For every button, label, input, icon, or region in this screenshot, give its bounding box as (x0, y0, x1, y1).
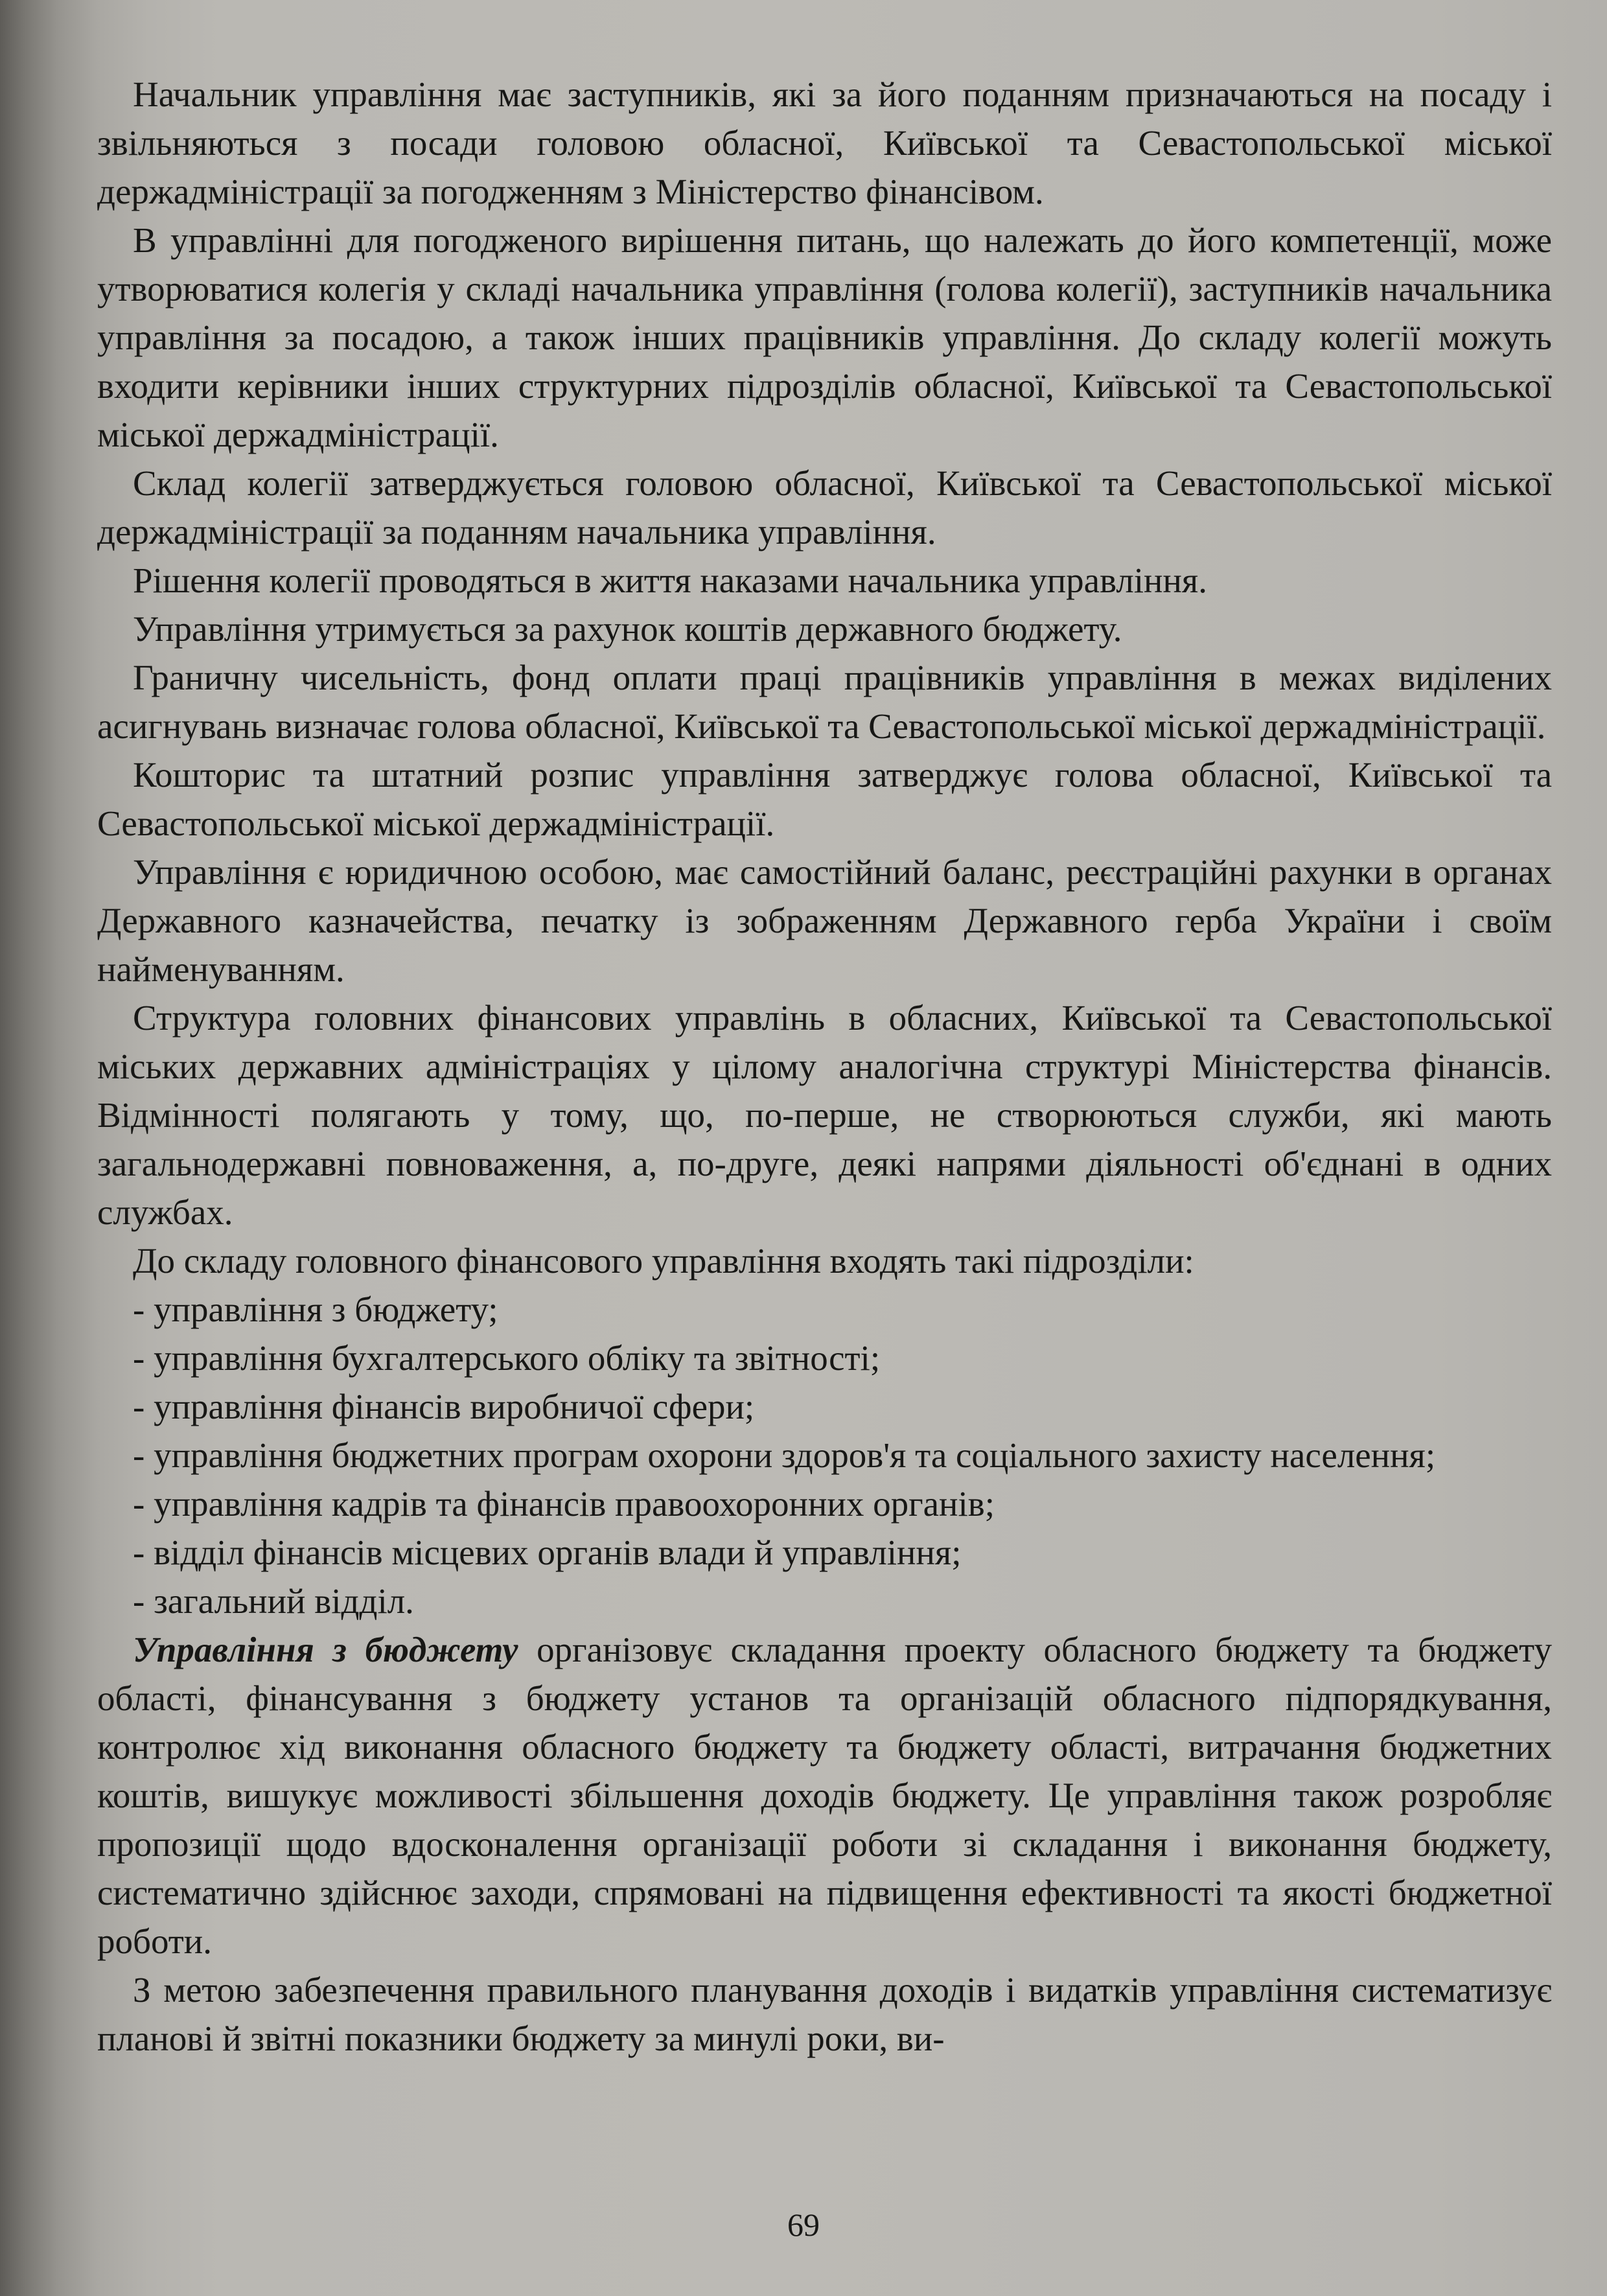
list-item: - відділ фінансів місцевих органів влади й управління; (133, 1533, 962, 1572)
paragraph-planning: З метою забезпечення правильного планування доходів і видатків управління систематизує планові й звітні показники бюджету за минулі роки, ви- (97, 1970, 1552, 2058)
budget-department-heading: Управління з бюджету (133, 1630, 518, 1669)
list-item: - управління бюджетних програм охорони здоров'я та соціального захисту населення; (133, 1435, 1436, 1475)
page-number: 69 (787, 2207, 820, 2243)
page-body (97, 70, 1552, 2063)
paragraph-structure: Структура головних фінансових управлінь в обласних, Київської та Севастопольської міських державних адміністраціях у цілому аналогічна структурі Міністерства фінансів. Відмінності полягають у тому, що, по-перше, не створюються служби, які мають загальнодержавні повноваження, а, по-друге, деякі напрями діяльності об'єднані в одних службах. (97, 998, 1552, 1232)
paragraph-collegium: В управлінні для погодженого вирішення питань, що належать до його компетенції, може утворюватися колегія у складі начальника управління (голова колегії), заступників начальника управління за посадою, а також інших працівників управління. До складу колегії можуть входити керівники інших структурних підрозділів обласної, Київської та Севастопольської міської держадміністрації. (97, 220, 1552, 454)
paragraph-collegium-composition: Склад колегії затверджується головою обласної, Київської та Севастопольської міської держадміністрації за поданням начальника управління. (97, 463, 1552, 551)
budget-department-text: організовує складання проекту обласного бюджету та бюджету області, фінансування з бюджету установ та організацій обласного підпорядкування, контролює хід виконання обласного бюджету та бюджету області, витрачання бюджетних коштів, вишукує можливості збільшення доходів бюджету. Це управління також розробляє пропозиції щодо вдосконалення організації роботи зі складання і виконання бюджету, систематично здійснює заходи, спрямовані на підвищення ефективності та якості бюджетної роботи. (97, 1630, 1552, 1961)
list-item: - управління бухгалтерського обліку та звітності; (133, 1338, 881, 1378)
list-item: - управління з бюджету; (133, 1290, 498, 1329)
paragraph-funding: Управління утримується за рахунок коштів державного бюджету. (133, 609, 1122, 649)
list-item: - управління фінансів виробничої сфери; (133, 1387, 755, 1426)
paragraph-collegium-decisions: Рішення колегії проводяться в життя наказами начальника управління. (133, 561, 1207, 600)
list-item: - управління кадрів та фінансів правоохоронних органів; (133, 1484, 995, 1524)
paragraph-staff-limits: Граничну чисельність, фонд оплати праці працівників управління в межах виділених асигнувань визначає голова обласної, Київської та Севастопольської міської держадміністрації. (97, 658, 1552, 746)
list-item: - загальний відділ. (133, 1581, 414, 1621)
paragraph-legal-entity: Управління є юридичною особою, має самостійний баланс, реєстраційні рахунки в органах Державного казначейства, печатку із зображенням Державного герба України і своїм найменуванням. (97, 852, 1552, 989)
paragraph-budget-department (97, 1625, 1552, 1966)
paragraph-deputies: Начальник управління має заступників, які за його поданням призначаються на посаду і звільняються з посади головою обласної, Київської та Севастопольської міської держадміністрації за погодженням з Міністерство фінансівом. (97, 75, 1552, 211)
paragraph-budget-estimate: Кошторис та штатний розпис управління затверджує голова обласної, Київської та Севастопольської міської держадміністрації. (97, 755, 1552, 843)
paragraph-subdivisions-intro: До складу головного фінансового управління входять такі підрозділи: (133, 1241, 1194, 1281)
